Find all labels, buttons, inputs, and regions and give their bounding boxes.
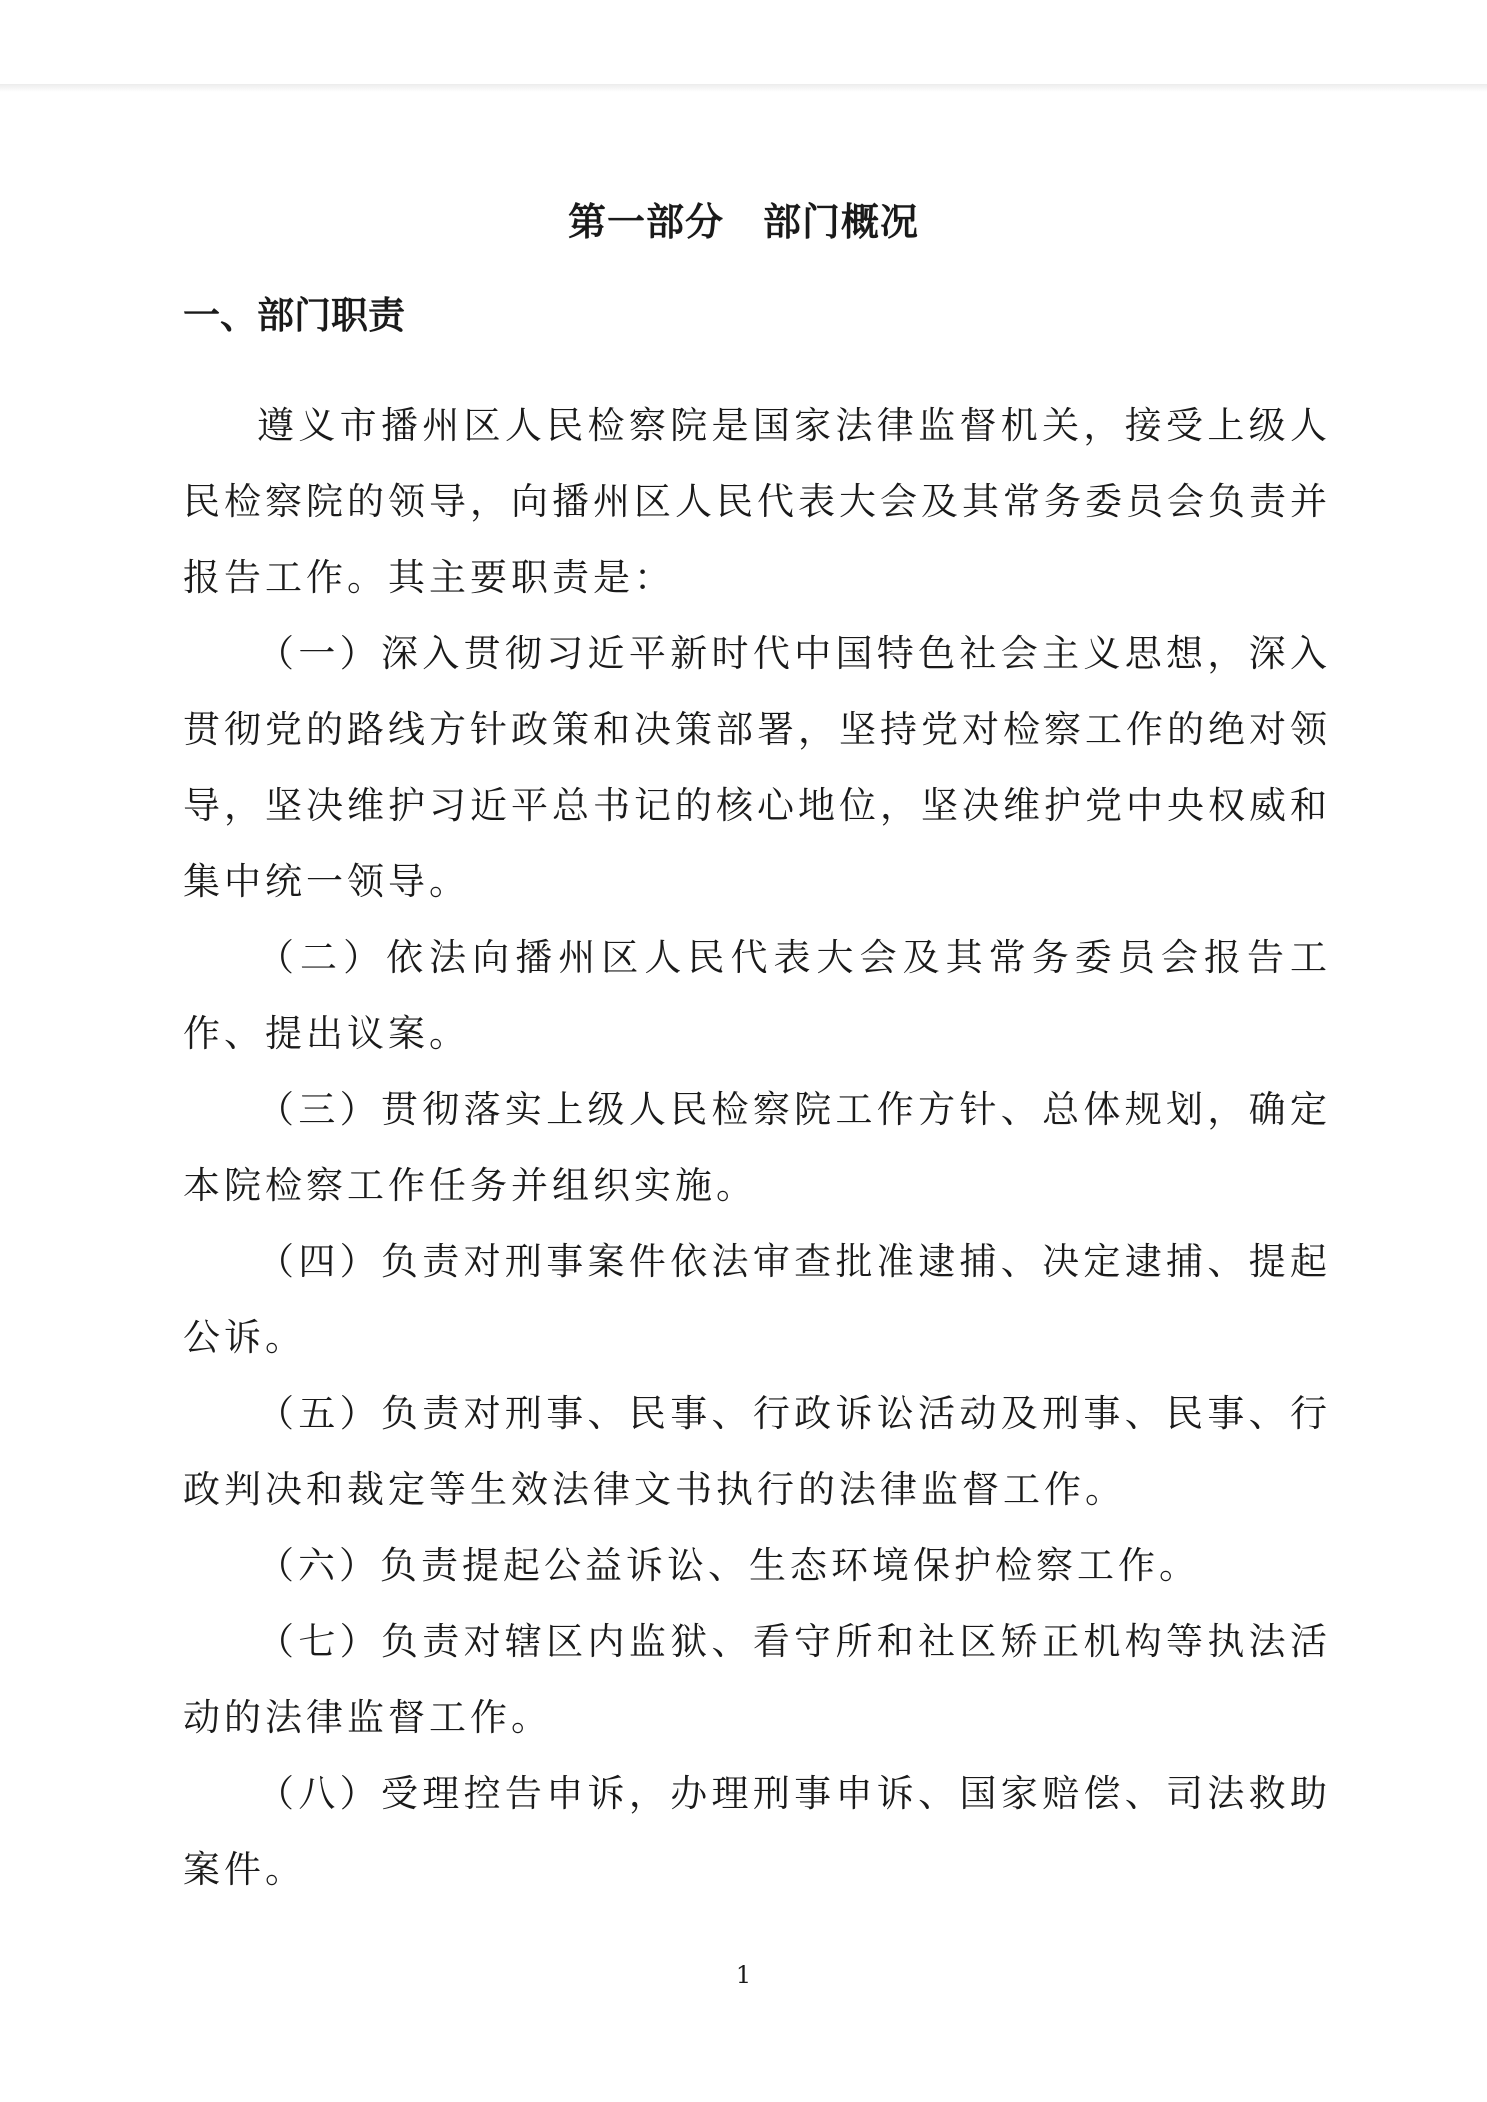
paragraph-duty-1: （一）深入贯彻习近平新时代中国特色社会主义思想，深入贯彻党的路线方针政策和决策部署，坚持党对检察工作的绝对领导，坚决维护习近平总书记的核心地位，坚决维护党中央权威和集中统一领导。 (183, 632, 1331, 903)
page-top-edge (0, 84, 1487, 92)
paragraph-duty-4: （四）负责对刑事案件依法审查批准逮捕、决定逮捕、提起公诉。 (183, 1240, 1331, 1359)
section-heading: 一、部门职责 (183, 294, 405, 337)
paragraph-duty-5: （五）负责对刑事、民事、行政诉讼活动及刑事、民事、行政判决和裁定等生效法律文书执行的法律监督工作。 (183, 1392, 1331, 1511)
paragraph-duty-3: （三）贯彻落实上级人民检察院工作方针、总体规划，确定本院检察工作任务并组织实施。 (183, 1088, 1331, 1207)
body-text (183, 388, 1331, 1908)
paragraph-intro: 遵义市播州区人民检察院是国家法律监督机关，接受上级人民检察院的领导，向播州区人民代表大会及其常务委员会负责并报告工作。其主要职责是： (183, 404, 1331, 599)
page-title: 第一部分 部门概况 (567, 200, 919, 244)
paragraph-duty-7: （七）负责对辖区内监狱、看守所和社区矫正机构等执法活动的法律监督工作。 (183, 1620, 1331, 1739)
paragraph-duty-6: （六）负责提起公益诉讼、生态环境保护检察工作。 (257, 1544, 1200, 1587)
paragraph-duty-8: （八）受理控告申诉，办理刑事申诉、国家赔偿、司法救助案件。 (183, 1772, 1331, 1891)
paragraph-duty-2: （二）依法向播州区人民代表大会及其常务委员会报告工作、提出议案。 (183, 936, 1331, 1055)
page-number: 1 (735, 1961, 752, 1989)
